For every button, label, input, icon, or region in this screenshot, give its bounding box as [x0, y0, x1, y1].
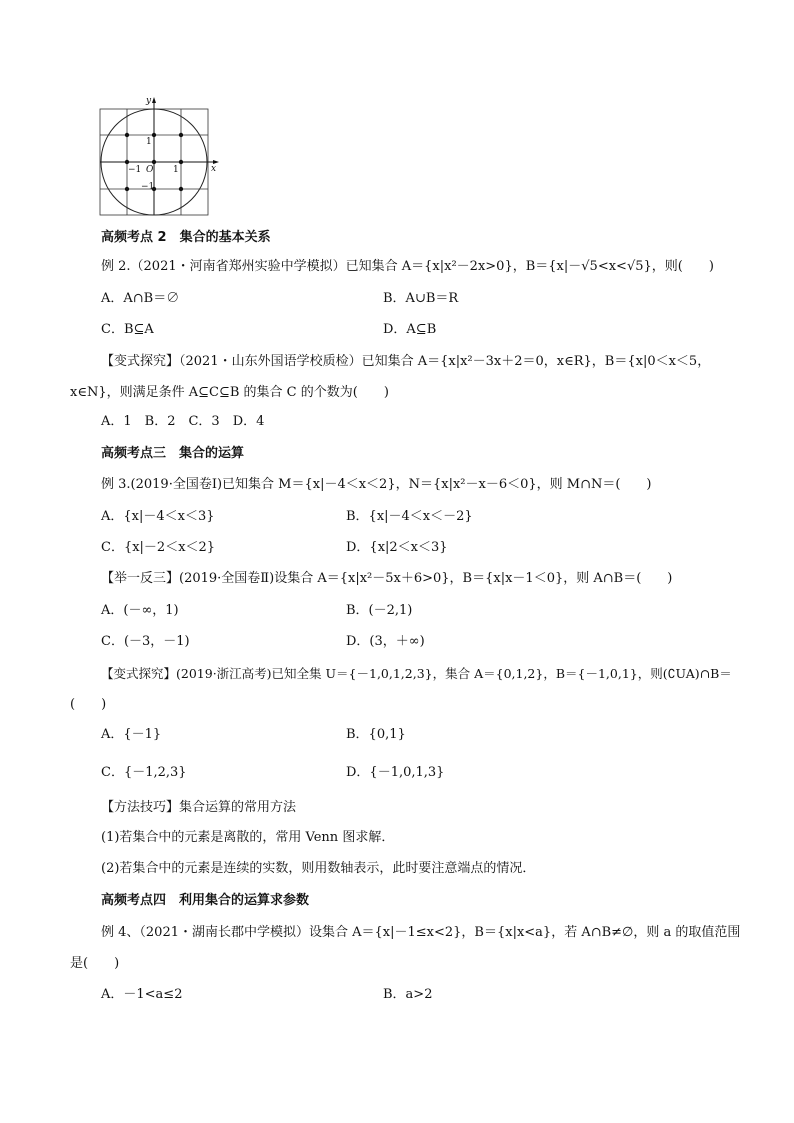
example2-stem	[101, 258, 714, 276]
tick-neg-y: −1	[141, 182, 155, 192]
y-axis-label: y	[146, 96, 152, 106]
origin-label: O	[146, 165, 154, 175]
example3-option-b: B．{x|－4＜x＜－2}	[346, 509, 473, 524]
variant2-line2: x∈N}，则满足条件 A⊆C⊆B 的集合 C 的个数为( )	[70, 385, 389, 400]
variant2-line1: 【变式探究】（2021・山东外国语学校质检）已知集合 A＝{x|x²－3x＋2＝0，x∈R}，B＝{x|0＜x＜5，	[101, 354, 711, 369]
tick-pos-y: 1	[146, 137, 152, 147]
section4-heading: 高频考点四 利用集合的运算求参数	[101, 893, 310, 908]
variant2-options: A．1 B．2 C．3 D．4	[101, 414, 265, 429]
method-title: 【方法技巧】集合运算的常用方法	[101, 800, 297, 815]
variant3-option-b: B．{0,1}	[346, 727, 406, 742]
grid-circle-diagram	[97, 92, 221, 218]
x-axis-label: x	[211, 164, 217, 174]
example4-option-b: B．a>2	[383, 987, 433, 1002]
example2-option-b: B．A∪B＝R	[383, 291, 459, 306]
analog3-stem: 【举一反三】(2019·全国卷Ⅱ)设集合 A＝{x|x²－5x＋6>0}，B＝{x|x－1＜0}，则 A∩B＝( )	[101, 571, 673, 586]
example4-line1: 例 4、（2021・湖南长郡中学模拟）设集合 A＝{x|－1≤x<2}，B＝{x|x<a}，若 A∩B≠∅，则 a 的取值范围	[101, 925, 741, 940]
variant3-option-a: A．{－1}	[101, 727, 162, 742]
tick-neg-x: −1	[128, 165, 142, 175]
analog3-option-a: A．(－∞，1)	[101, 603, 179, 618]
example2-option-a: A．A∩B＝∅	[101, 291, 180, 306]
analog3-option-c: C．(－3，－1)	[101, 634, 190, 649]
example3-option-c: C．{x|－2＜x＜2}	[101, 540, 216, 555]
example4-option-a: A．－1<a≤2	[101, 987, 183, 1002]
example3-option-d: D．{x|2＜x＜3}	[346, 540, 448, 555]
example3-option-a: A．{x|－4＜x＜3}	[101, 509, 215, 524]
tick-pos-x: 1	[173, 165, 179, 175]
method-item2: (2)若集合中的元素是连续的实数，则用数轴表示，此时要注意端点的情况．	[101, 861, 536, 876]
variant3-option-d: D．{－1,0,1,3}	[346, 765, 445, 780]
y-axis-arrow	[152, 97, 156, 103]
variant3-option-c: C．{－1,2,3}	[101, 765, 187, 780]
example2-option-d: D．A⊆B	[383, 322, 437, 337]
analog3-option-b: B．(－2,1)	[346, 603, 413, 618]
example2-suffix: ，则( )	[651, 259, 714, 274]
variant3-line2: ( )	[70, 697, 107, 712]
method-item1: (1)若集合中的元素是离散的，常用 Venn 图求解．	[101, 830, 395, 845]
example2-sep: ，	[512, 259, 526, 274]
example3-stem: 例 3.(2019·全国卷Ⅰ)已知集合 M＝{x|－4＜x＜2}，N＝{x|x²－x－6＜0}，则 M∩N＝( )	[101, 477, 652, 492]
analog3-option-d: D．(3，＋∞)	[346, 634, 425, 649]
coordinate-figure	[97, 92, 221, 218]
section2-heading: 高频考点 2 集合的基本关系	[101, 230, 271, 245]
example2-option-c: C．B⊆A	[101, 322, 154, 337]
variant3-line1: 【变式探究】(2019·浙江高考)已知全集 U＝{－1,0,1,2,3}，集合 A＝{0,1,2}，B＝{－1,0,1}，则(∁UA)∩B＝	[101, 666, 732, 681]
example4-line2: 是( )	[70, 956, 120, 971]
example2-setB: B＝{x|－√5<x<√5}	[525, 259, 652, 274]
section3-heading: 高频考点三 集合的运算	[101, 446, 245, 461]
example2-setA: A＝{x|x²－2x>0}	[401, 259, 513, 274]
axes	[100, 100, 217, 215]
example2-prefix: 例 2.（2021・河南省郑州实验中学模拟）已知集合	[101, 259, 402, 274]
